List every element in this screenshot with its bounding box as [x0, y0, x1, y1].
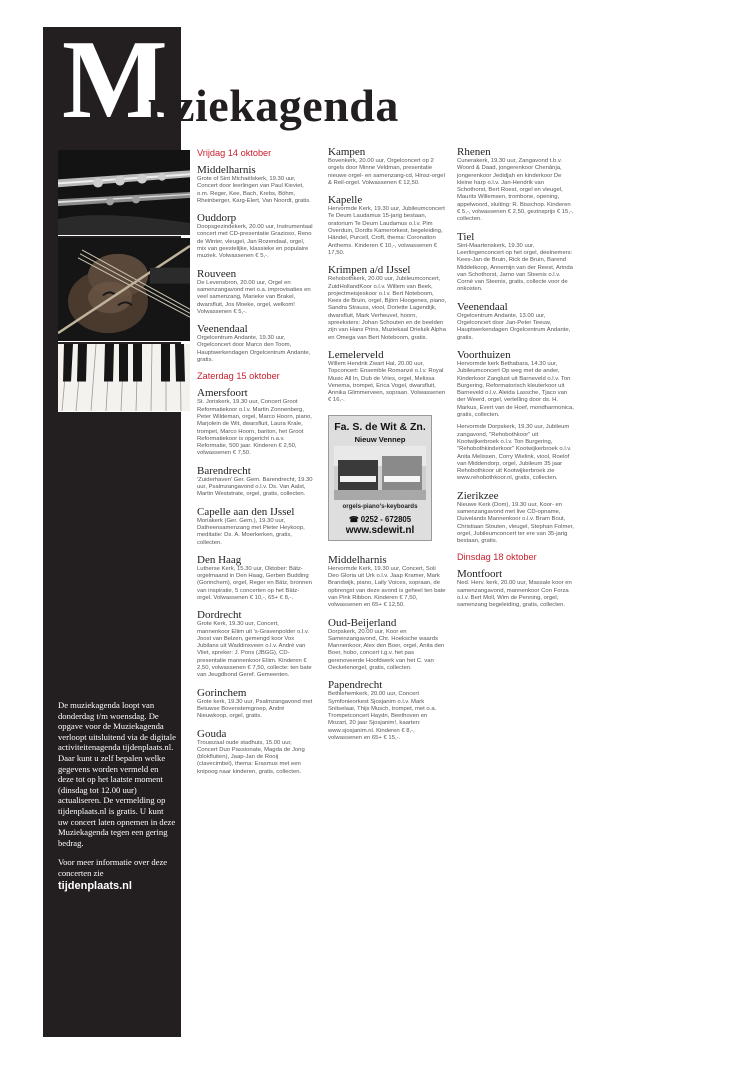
- event-details: Orgelcentrum Andante, 13.00 uur, Orgelconcert door Jan-Peter Teeuw, Hauptwerkendagen Orgelcentrum Andante, gratis.: [457, 312, 571, 341]
- event-details: De Levensbron, 20.00 uur, Orgel en samenzangavond met o.a. improvisaties en veel samenzang, Marieke van Brakel, dwarsfluit, Jos Moeke, orgel, welkom! Volwassenen € 5,-.: [197, 279, 311, 315]
- event-details: Hervormde Kerk, 19.30 uur, Jubileumconcert Te Deum Laudamus 15-jarig bestaan, oratorium Te Deum Laudamus o.l.v. Pim Overduin, Dordts Kamerorkest, begeleiding, Händel, Purcell, Croft, thema: Coronation Anthems. Kinderen € 10,-, volwassenen € 17,50.: [328, 206, 445, 256]
- event-place: Veenendaal: [197, 323, 248, 336]
- piano-photo: [58, 344, 190, 412]
- event-details: Lutherse Kerk, 15.30 uur, Oktober: Bätz-orgelmaand in Den Haag, Gerben Budding (Gorinchem), orgel, Reger en Bätz, bronnen van inspiratie, 5 concerten op het Bätz-orgel. Volwassenen € 10,-, 65+ € 8,-.: [197, 565, 312, 601]
- event-details: Bethlehemkerk, 20.00 uur, Concert Symfonieorkest Sjosjanim o.l.v. Mark Snitselaar, Thijs Musch, trompet, met o.a. Trompetconcert Haydn, Beethoven en Mozart, 20 jaar Sjosjanim!, kaarten: www.sjosjanim.nl. Kinderen € 8,-, volwassenen en 65+ € 15,-.: [328, 691, 437, 742]
- event-item: [197, 554, 313, 602]
- event-item: [328, 194, 448, 257]
- event-details: Moriakerk (Ger. Gem.), 19.30 uur, Datheensamenzang met Pieter Heykoop, meditatie: Ds. A. Moerkerken, gratis, collecten.: [197, 517, 305, 546]
- event-details: Bovenkerk, 20.00 uur, Orgelconcert op 2 orgels door Minne Veldman, presentatie nieuwe orgel- en samenzang-cd, Hinsz-orgel & Reil-orgel. Volwassenen € 12,50.: [328, 158, 445, 186]
- site-link[interactable]: tijdenplaats.nl: [58, 879, 132, 892]
- event-details: Grote kerk, 19.30 uur, Psalmzangavond met Betuwse Bovenstemgroep, André Nieuwkoop, orgel, gratis.: [197, 698, 313, 720]
- day-heading: Dinsdag 18 oktober: [457, 552, 537, 563]
- event-item: [457, 231, 575, 294]
- event-details-2: Hervormde Dorpskerk, 19.30 uur, Jubileum zangavond, "Rehobothkoor" uit Kootwijkerbroek o.l.v. Ton Burgering, "Rehobothkinderkoor" Kootwijkerbroek o.l.v. Anita Melissen, Corry Wielink, viool, Roelof van Middendorp, orgel, Jubileum 35 jaar Rehobothkoor uit Kootwijkerbroek zie www.rehobothkoor.nl, gratis, collecten.: [457, 424, 572, 482]
- event-item: [328, 617, 448, 673]
- event-place: Zierikzee: [457, 489, 499, 502]
- masthead-initial: M: [62, 18, 168, 142]
- event-details: Trouwzaal oude stadhuis, 15.00 uur, Concert Duo Passionate, Magda de Jong (blokfluiten), Jaap-Jan de Rooij (clavecimbel), thema: Erasmus met een knipoog naar kinderen, gratis, collecten.: [197, 739, 305, 775]
- event-item: [197, 164, 313, 205]
- event-item: [457, 301, 575, 342]
- agenda-column-3: [457, 146, 575, 617]
- event-place: Lemelerveld: [328, 348, 384, 361]
- day-heading: Vrijdag 14 oktober: [197, 148, 272, 158]
- event-details: Orgelcentrum Andante, 19.30 uur, Orgelconcert door Marco den Toom, Hauptwerkendagen Orgelcentrum Andante, gratis.: [197, 335, 311, 364]
- event-item: [328, 264, 448, 342]
- event-details: Dorpskerk, 20.00 uur, Koor en Samenzangavond, Chr. Hoeksche waards Mannenkoor, Alex den Boer, orgel, Anita den Boer, hobo, concert t.g.v. het pas gerenoveerde Hoofdwerk van het C. van Oeckelenorgel, gratis, collecten.: [328, 628, 445, 671]
- event-place: Dordrecht: [197, 609, 242, 622]
- ad-phone: ☎ 0252 - 672805: [348, 514, 412, 524]
- event-details: Grote Kerk, 19.30 uur, Concert, mannenkoor Eliim uit 's-Gravenpolder o.l.v. Joost van Belzen, gemengd koor Vox Jubilans uit Waddinxveen o.l.v. André van Vliet, spreker: J. Pons (JBGG), CD-presentatie mannenkoor Eliim. Kinderen € 2,50, volwassenen € 7,50, collecte: ten bate van Jeugdbond Geref. Gemeenten.: [197, 621, 312, 679]
- event-details: Grote of Sint Michaëlskerk, 19.30 uur, Concert door leerlingen van Paul Kieviet, o.m. Reger, Kee, Bach, Krebs, Böhm, Rheinberger, Karg-Elert, Van Noordt, gratis.: [197, 176, 311, 204]
- event-place: Amersfoort: [197, 387, 248, 400]
- event-item: [457, 349, 575, 483]
- event-item: [457, 490, 575, 546]
- event-item: [197, 387, 313, 457]
- event-details: 'Zuiderhaven' Ger. Gem. Barendrecht, 19.30 uur, Psalmzangavond o.l.v. Ds. Van Aalst, Martin Weststrate, orgel, gratis, collecten.: [197, 476, 313, 498]
- event-item: [328, 349, 448, 405]
- advertisement[interactable]: [328, 415, 432, 541]
- event-item: [197, 465, 313, 499]
- event-place: Voorthuizen: [457, 348, 511, 361]
- event-place: Papendrecht: [328, 679, 383, 692]
- event-item: [457, 568, 575, 609]
- flute-photo: [58, 150, 190, 236]
- event-details: Rehobothkerk, 20.00 uur, Jubileumconcert, ZuidHollandKoor o.l.v. Willem van Beek, projectmeisjeskoor o.l.v. Bert Noteboom, Kees de Bruin, orgel, Björn Hoogenes, piano, Sandra Strauss, viool, Doriette Lagendijk, dwarsfluit, Mark Verheuvel, hoorn, spreeksters: Johan Schouten en de beelden zijn van Hans Prins, Muziekaal Drieluik Alpha en Omega van Bert Noteboom, gratis.: [328, 276, 447, 341]
- event-details: Ned. Herv. kerk, 20.00 uur, Massale koor en samenzangavond, mannenkoor Con Forza o.l.v. Bert Moll, Wim de Penning, orgel, samenzang begeleiding, gratis, collecten.: [457, 580, 572, 609]
- info-text: De muziekagenda loopt van donderdag t/m woensdag. De opgave voor de Muziekagenda verloopt uitsluitend via de digitale activiteitenagenda tijdenplaats.nl. Daar kunt u zelf bepalen welke gegevens worden vermeld en deze tot op het laatste moment (dinsdag tot 12.00 uur) actualiseren. De vermelding op tijdenplaats.nl is gratis. U kunt uw concert laten opnemen in deze Muziekagenda tegen een gering bedrag.: [58, 700, 176, 848]
- event-place: Gouda: [197, 727, 227, 740]
- event-item: [328, 679, 448, 742]
- event-place: Den Haag: [197, 553, 242, 566]
- event-details: Hervormde kerk Bethabara, 14.30 uur, Jubileumconcert Op weg met de ander, Kinderkoor Zanglust uit Barneveld o.l.v. Ton Burgering, Reformatorisch kleuterkoor uit Barneveld o.l.v. Aleida Lassche, Tjaco van der Weerd, orgel, vertelling door ds. H. Markus, Evert van de Hoef, mondharmonica, gratis, collecten.: [457, 360, 574, 419]
- event-item: [197, 212, 313, 260]
- ad-url[interactable]: www.sdewit.nl: [345, 524, 415, 536]
- event-place: Veenendaal: [457, 300, 508, 313]
- event-place: Rouveen: [197, 267, 237, 280]
- event-place: Middelharnis: [328, 553, 387, 566]
- event-details: St. Joriskerk, 19.30 uur, Concert Groot Reformatiekoor o.l.v. Martin Zonnenberg, Peter Wildeman, orgel, Marco Hoorn, piano, Marjolein de Wit, dwarsfluit, Laura Krale, trompet, Marco Hoorn, bariton, het Groot Reformatiekoor is opgericht n.a.v. Reformatie, 500 jaar. Kinderen € 2,50, volwassenen € 7,50.: [197, 399, 312, 457]
- ad-piano-photo: [334, 446, 426, 500]
- event-item: [457, 146, 575, 224]
- event-place: Tiel: [457, 230, 475, 243]
- event-details: Doopsgezindekerk, 20.00 uur, Instrumentaal concert met CD-presentatie Grazioso, Reno de Winter, vleugel, Jan Rozendaal, orgel, mix van geestelijke, klassieke en populaire muziek. Volwassenen € 5,-.: [197, 224, 313, 260]
- ad-title: Fa. S. de Wit & Zn.: [334, 420, 426, 433]
- event-place: Rhenen: [457, 146, 491, 158]
- event-place: Ouddorp: [197, 212, 237, 225]
- ad-subtitle: Nieuw Vennep: [354, 434, 406, 444]
- ad-slogan: orgels-piano's-keyboards: [342, 502, 418, 510]
- event-place: Kapelle: [328, 194, 363, 207]
- event-item: [197, 506, 313, 547]
- event-place: Barendrecht: [197, 464, 251, 477]
- event-place: Oud-Beijerland: [328, 616, 397, 629]
- event-item: [197, 268, 313, 316]
- event-details: Cunerakerk, 19.30 uur, Zangavond t.b.v. Woord & Daad, jongerenkoor Chenânja, jongerenkoor Jedidjah en kinderkoor De kleine harp o.l.v. Jan-Hendrik van Schothorst, Bert Roest, orgel en vleugel, Maurits Willemsen, trombone, opening, appelwoord, sluiting: R. Bisschop. Kinderen € 5,-, volwassenen € 2,50, gezinsprijs € 15,-, collecten.: [457, 158, 574, 223]
- more-info-text: Voor meer informatie over deze concerten zie: [58, 857, 168, 878]
- event-place: Gorinchem: [197, 686, 247, 699]
- event-item: [328, 146, 448, 187]
- event-details: Nieuwe Kerk (Dom), 19.30 uur, Koor- en samenzangavond met live CD-opname, Duivelands Mannenkoor o.l.v. Bram Bout, Christiaan Stouten, vleugel, Stephan Folmer, orgel, Jubileumconcert ter ere van 35-jarig bestaan, gratis.: [457, 501, 574, 545]
- day-heading: Zaterdag 15 oktober: [197, 371, 280, 382]
- event-place: Middelharnis: [197, 164, 256, 176]
- event-place: Kampen: [328, 146, 366, 158]
- event-item: [328, 554, 448, 610]
- event-item: [197, 609, 313, 679]
- violin-photo: [58, 238, 190, 342]
- event-place: Montfoort: [457, 568, 503, 581]
- event-item: [197, 323, 313, 364]
- event-place: Capelle aan den IJssel: [197, 505, 295, 518]
- agenda-column-2: [328, 146, 448, 749]
- event-item: [197, 687, 313, 721]
- event-details: Hervormde Kerk, 19.30 uur, Concert, Soli Deo Gloria uit Urk o.l.v. Jaap Kramer, Mark Brandwijk, piano, Laily Voices, sopraan, de opbrengst van deze avond is geheel ten bate van Pink Ribbon. Kinderen € 7,50, volwassenen en 65+ € 12,50.: [328, 565, 446, 609]
- event-details: Willem Hendrik Zwart Hal, 20.00 uur, Topconcert: Ensemble Romanzé o.l.v. Royal Music All In, Dub de Vries, orgel, Melissa Venema, trompet, Erica Vogel, dwarsfluit, Annika Glimmerveen, sopraan. Volwassenen € 16,-.: [328, 360, 446, 404]
- info-box: [58, 700, 176, 891]
- masthead-title: uziekagenda: [148, 80, 399, 131]
- agenda-column-1: [197, 146, 313, 783]
- event-details: Sint-Maartenskerk, 19.30 uur, Leerlingenconcert op het orgel, deelnemers: Kees-Jan de Bruin, Rick de Bruin, Barend Middelkoop, Annemijn van der Reest, Arinda van Schothorst, Jarno van Steenis o.l.v. Cornè van Steenis, gratis, collecte voor de onkosten.: [457, 242, 573, 293]
- event-place: Krimpen a/d IJssel: [328, 264, 411, 277]
- event-item: [197, 728, 313, 776]
